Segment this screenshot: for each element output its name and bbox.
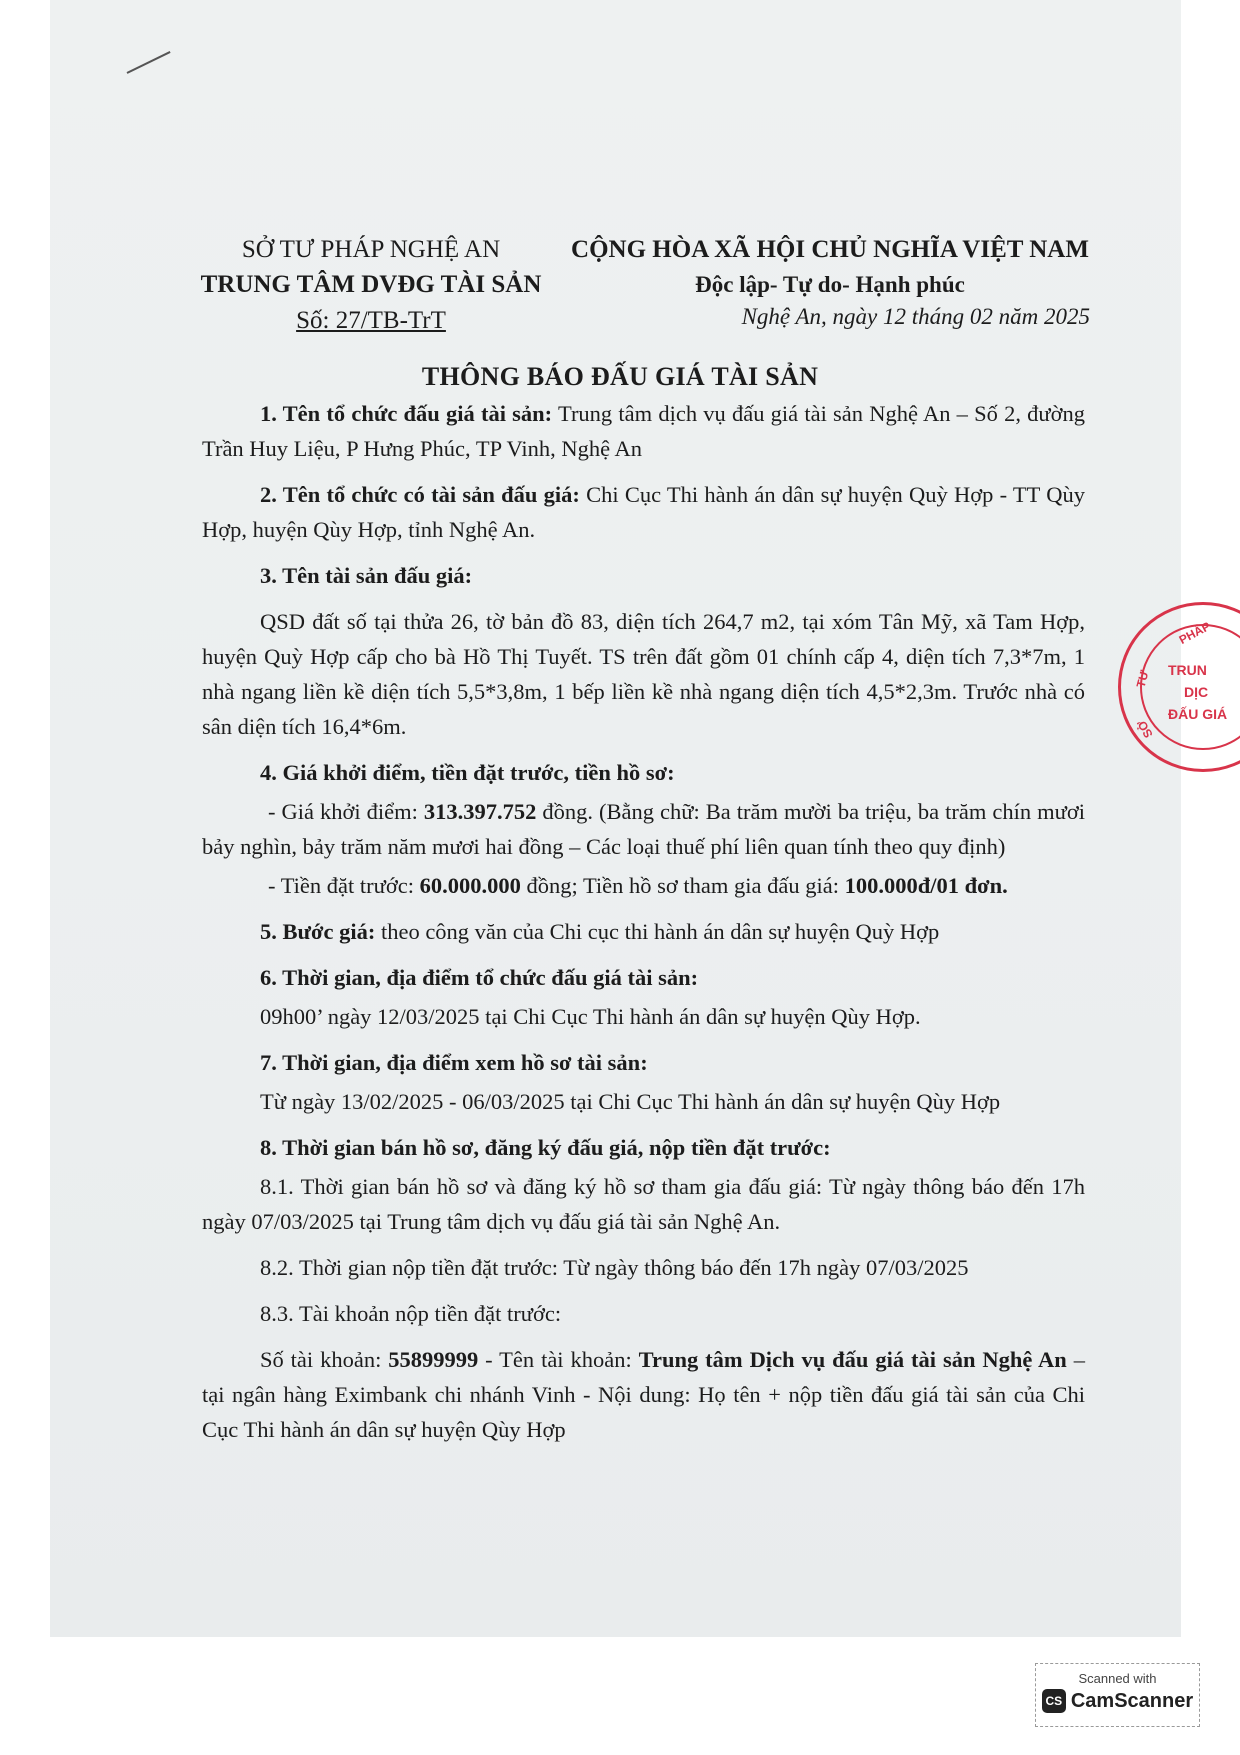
document-body: [202, 396, 1085, 1458]
camscanner-logo-icon: CS: [1042, 1689, 1066, 1713]
section-7-label: 7. Thời gian, địa điểm xem hồ sơ tài sản:: [260, 1050, 648, 1075]
deposit-line: [202, 868, 1085, 903]
section-7-text: Từ ngày 13/02/2025 - 06/03/2025 tại Chi Cục Thi hành án dân sự huyện Qùy Hợp: [260, 1089, 1001, 1114]
deposit-mid: đồng; Tiền hồ sơ tham gia đấu giá:: [520, 873, 845, 898]
section-8-2: 8.2. Thời gian nộp tiền đặt trước: Từ ngày thông báo đến 17h ngày 07/03/2025: [260, 1255, 969, 1280]
section-3-label: 3. Tên tài sản đấu giá:: [260, 563, 473, 588]
starting-price-words: đồng. (Bằng chữ: Ba trăm mười ba triệu, ba trăm chín mươi bảy nghìn, bảy trăm năm mươi hai đồng – Các loại thuế phí liên quan tính theo quy định): [202, 799, 1085, 859]
account-number: 55899999: [388, 1347, 479, 1372]
seal-text-center-1: TRUN: [1168, 662, 1207, 678]
official-seal: [1118, 602, 1240, 782]
section-7-heading: [202, 1045, 1085, 1080]
section-6-label: 6. Thời gian, địa điểm tổ chức đấu giá tài sản:: [260, 965, 699, 990]
seal-text-center-2: DỊC: [1184, 684, 1209, 700]
watermark-brand: CamScanner: [1070, 1689, 1194, 1712]
section-1-label: 1. Tên tổ chức đấu giá tài sản:: [260, 401, 553, 426]
account-prefix: Số tài khoản:: [260, 1347, 389, 1372]
national-motto: Độc lập- Tự do- Hạnh phúc: [695, 272, 965, 297]
section-5: [202, 914, 1085, 949]
starting-price-prefix: - Giá khởi điểm:: [268, 799, 424, 824]
account-mid: - Tên tài khoản:: [478, 1347, 639, 1372]
section-2: [202, 477, 1085, 547]
section-4-heading: [202, 755, 1085, 790]
header-right: [560, 232, 1100, 302]
watermark-brand-row: [1036, 1689, 1199, 1713]
section-6-text: 09h00’ ngày 12/03/2025 tại Chi Cục Thi hành án dân sự huyện Qùy Hợp.: [260, 1004, 921, 1029]
seal-text-center-3: ĐẤU GIÁ: [1168, 706, 1228, 722]
seal-text-left: TƯ: [1133, 668, 1152, 690]
section-3-text: QSD đất số tại thửa 26, tờ bản đồ 83, diện tích 264,7 m2, tại xóm Tân Mỹ, xã Tam Hợp, huyện Quỳ Hợp cấp cho bà Hồ Thị Tuyết. TS trên đất gồm 01 chính cấp 4, diện tích 7,3*7m, 1 nhà ngang liền kề diện tích 5,5*3,8m, 1 bếp liền kề nhà ngang diện tích 4,5*2,3m. Trước nhà có sân diện tích 16,4*6m.: [202, 609, 1085, 739]
section-5-text: theo công văn của Chi cục thi hành án dân sự huyện Quỳ Hợp: [375, 919, 940, 944]
account-details: – tại ngân hàng Eximbank chi nhánh Vinh - Nội dung: Họ tên + nộp tiền đấu giá tài sản của Chi Cục Thi hành án dân sự huyện Qùy Hợp: [202, 1347, 1085, 1442]
camscanner-watermark: [1035, 1663, 1200, 1727]
section-8-label: 8. Thời gian bán hồ sơ, đăng ký đấu giá, nộp tiền đặt trước:: [260, 1135, 831, 1160]
starting-price-value: 313.397.752: [423, 799, 537, 824]
deposit-value: 60.000.000: [419, 873, 521, 898]
starting-price: [202, 794, 1085, 864]
section-4-label: 4. Giá khởi điểm, tiền đặt trước, tiền hồ sơ:: [260, 760, 675, 785]
header-left: [196, 232, 546, 340]
seal-text-bottom: SỞ: [1134, 717, 1156, 741]
deposit-prefix: - Tiền đặt trước:: [268, 873, 420, 898]
account-name: Trung tâm Dịch vụ đấu giá tài sản Nghệ An: [638, 1347, 1067, 1372]
section-8-heading: [202, 1130, 1085, 1165]
section-3-heading: [202, 558, 1085, 593]
doc-number: Số: 27/TB-TrT: [296, 307, 446, 334]
agency-name: SỞ TƯ PHÁP NGHỆ AN: [241, 236, 501, 263]
document-title: THÔNG BÁO ĐẤU GIÁ TÀI SẢN: [421, 362, 819, 391]
section-1-text: Trung tâm dịch vụ đấu giá tài sản Nghệ An – Số 2, đường Trần Huy Liệu, P Hưng Phúc, TP Vinh, Nghệ An: [202, 401, 1085, 461]
section-1: [202, 396, 1085, 466]
watermark-caption: Scanned with: [1078, 1671, 1157, 1686]
center-name: TRUNG TÂM DVĐG TÀI SẢN: [200, 271, 542, 298]
section-6-heading: [202, 960, 1085, 995]
fee-value: 100.000đ/01 đơn.: [844, 873, 1008, 898]
section-8-1: 8.1. Thời gian bán hồ sơ và đăng ký hồ sơ tham gia đấu giá: Từ ngày thông báo đến 17h ngày 07/03/2025 tại Trung tâm dịch vụ đấu giá tài sản Nghệ An.: [202, 1174, 1085, 1234]
section-2-label: 2. Tên tổ chức có tài sản đấu giá:: [260, 482, 580, 507]
section-2-text: Chi Cục Thi hành án dân sự huyện Quỳ Hợp - TT Qùy Hợp, huyện Qùy Hợp, tỉnh Nghệ An.: [202, 482, 1085, 542]
section-8-3: 8.3. Tài khoản nộp tiền đặt trước:: [260, 1301, 562, 1326]
bank-account: [202, 1342, 1085, 1447]
place-date: Nghệ An, ngày 12 tháng 02 năm 2025: [741, 304, 1090, 329]
seal-text-top: PHÁP: [1176, 618, 1213, 648]
national-title: CỘNG HÒA XÃ HỘI CHỦ NGHĨA VIỆT NAM: [571, 236, 1089, 263]
section-5-label: 5. Bước giá:: [260, 919, 376, 944]
